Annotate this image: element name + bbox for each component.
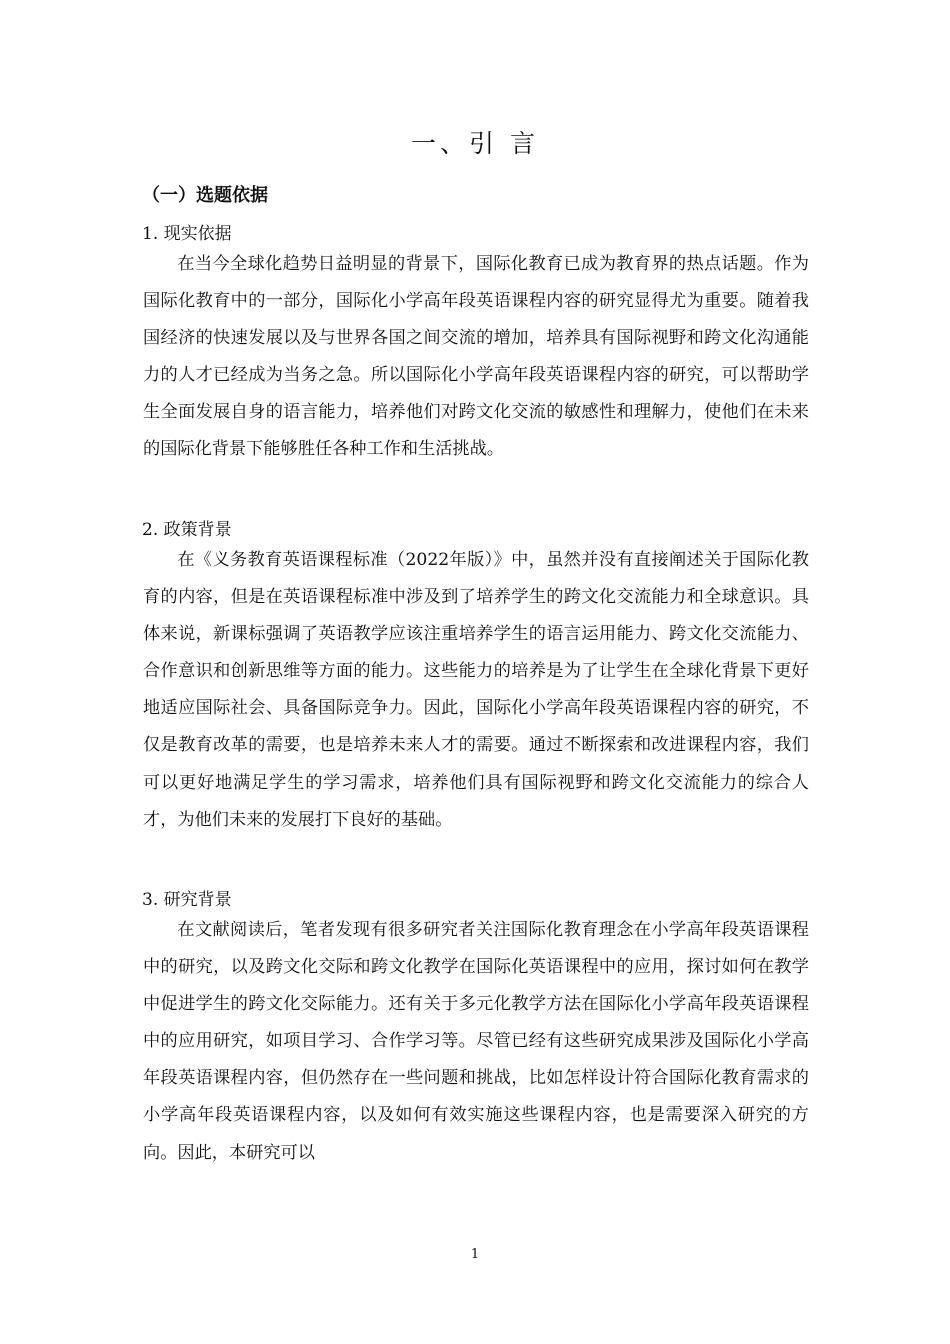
subsection-heading-reality: 1. 现实依据 [142,224,232,244]
paragraph-research: 在文献阅读后，笔者发现有很多研究者关注国际化教育理念在小学高年段英语课程中的研究，以及跨文化交际和跨文化教学在国际化英语课程中的应用，探讨如何在教学中促进学生的跨文化交际能力。还有关于多元化教学方法在国际化小学高年段英语课程中的应用研究，如项目学习、合作学习等。尽管已经有这些研究成果涉及国际化小学高年段英语课程内容，但仍然存在一些问题和挑战，比如怎样设计符合国际化教育需求的小学高年段英语课程内容，以及如何有效实施这些课程内容，也是需要深入研究的方向。因此，本研究可以 [143,920,809,1163]
section-heading: （一）选题依据 [142,185,268,206]
paragraph-policy: 在《义务教育英语课程标准（2022年版）》中，虽然并没有直接阐述关于国际化教育的内容，但是在英语课程标准中涉及到了培养学生的跨文化交流能力和全球意识。具体来说，新课标强调了英语教学应该注重培养学生的语言运用能力、跨文化交流能力、合作意识和创新思维等方面的能力。这些能力的培养是为了让学生在全球化背景下更好地适应国际社会、具备国际竞争力。因此，国际化小学高年段英语课程内容的研究，不仅是教育改革的需要，也是培养未来人才的需要。通过不断探索和改进课程内容，我们可以更好地满足学生的学习需求，培养他们具有国际视野和跨文化交流能力的综合人才，为他们未来的发展打下良好的基础。 [143,550,809,830]
page-number: 1 [470,1247,480,1262]
subsection-heading-policy: 2. 政策背景 [142,520,232,540]
chapter-title: 一、引 言 [411,129,539,158]
paragraph-reality: 在当今全球化趋势日益明显的背景下，国际化教育已成为教育界的热点话题。作为国际化教育中的一部分，国际化小学高年段英语课程内容的研究显得尤为重要。随着我国经济的快速发展以及与世界各国之间交流的增加，培养具有国际视野和跨文化沟通能力的人才已经成为当务之急。所以国际化小学高年段英语课程内容的研究，可以帮助学生全面发展自身的语言能力，培养他们对跨文化交流的敏感性和理解力，使他们在未来的国际化背景下能够胜任各种工作和生活挑战。 [143,254,809,460]
subsection-heading-research: 3. 研究背景 [142,890,232,910]
